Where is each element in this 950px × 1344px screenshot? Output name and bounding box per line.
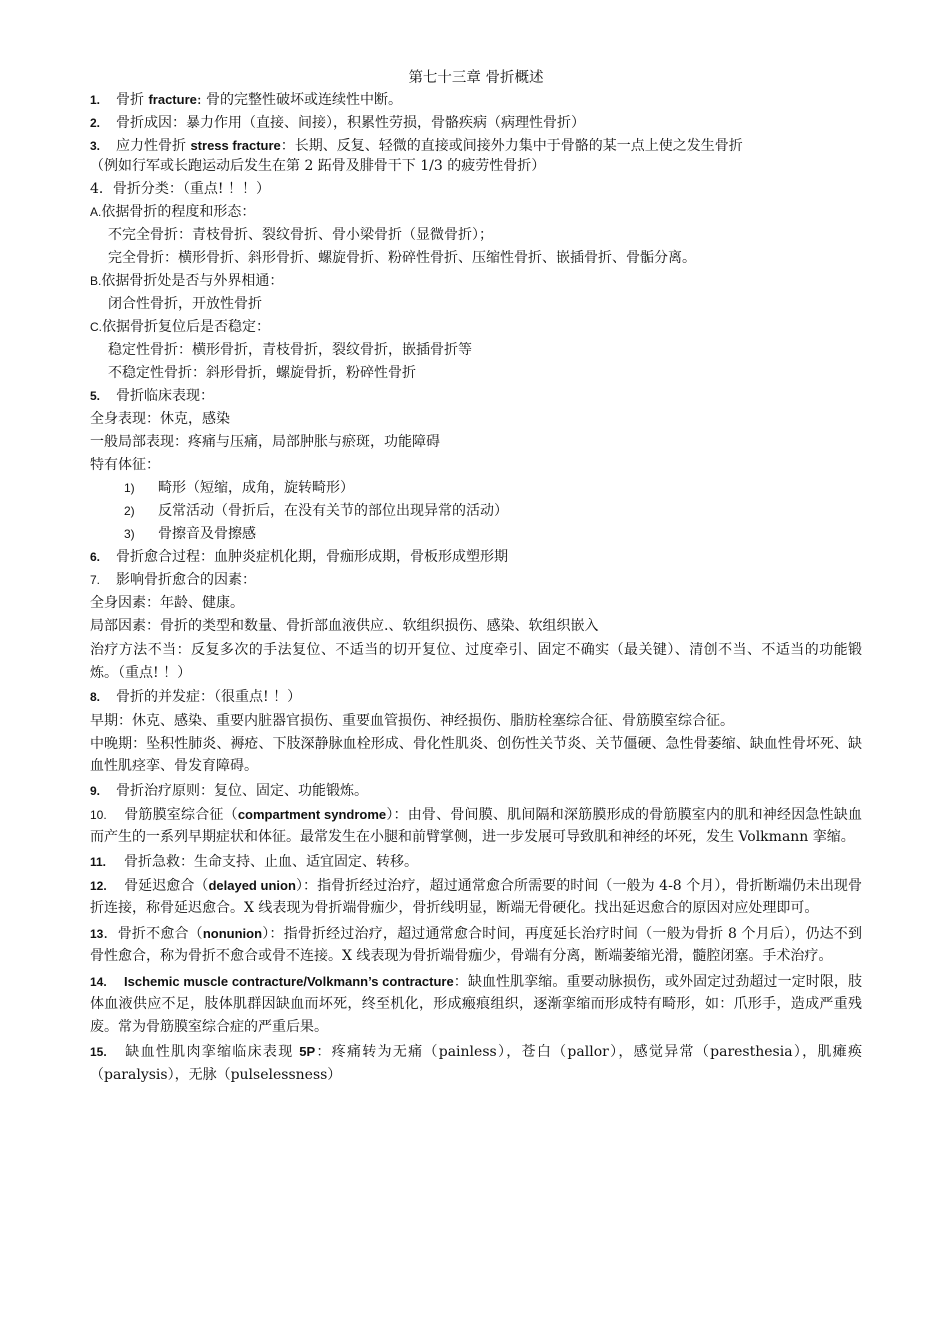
item-13: 13．骨折不愈合（nonunion）：指骨折经过治疗，超过通常愈合时间，再度延长治疗时间（一般为骨折 8 个月后），仍达不到骨性愈合，称为骨折不愈合或骨不连接。X 线表现为骨折端骨痂少，骨端有分离，断端萎缩光滑，髓腔闭塞。手术治疗。 xyxy=(90,925,862,964)
item-7-line3: 治疗方法不当：反复多次的手法复位、不适当的切开复位、过度牵引、固定不确实（最关键）、清创不当、不适当的功能锻炼。（重点! ！） xyxy=(90,642,862,681)
item-15: 15. 缺血性肌肉挛缩临床表现 5P：疼痛转为无痛（painless），苍白（pallor），感觉异常（paresthesia），肌瘫痪（paralysis），无脉（pulselessness） xyxy=(90,1044,862,1083)
page-title: 第七十三章 骨折概述 xyxy=(408,70,544,86)
list-item: 1) 畸形（短缩，成角，旋转畸形） xyxy=(124,480,354,496)
item-10: 10. 骨筋膜室综合征（compartment syndrome）：由骨、骨间膜、肌间隔和深筋膜形成的骨筋膜室内的肌和神经因急性缺血而产生的一系列早期症状和体征。最常发生在小腿和前臂掌侧，进一步发展可导致肌和神经的坏死，发生 Volkmann 挛缩。 xyxy=(90,806,863,845)
item-4c-line1: 稳定性骨折：横形骨折，青枝骨折，裂纹骨折，嵌插骨折等 xyxy=(108,342,472,358)
item-5-line2: 一般局部表现：疼痛与压痛，局部肿胀与瘀斑，功能障碍 xyxy=(90,434,440,450)
item-2: 2. 骨折成因：暴力作用（直接、间接），积累性劳损，骨骼疾病（病理性骨折） xyxy=(90,115,585,131)
item-5-line3: 特有体征： xyxy=(90,457,160,473)
item-7-line1: 全身因素：年龄、健康。 xyxy=(90,595,244,611)
item-4c-line2: 不稳定性骨折：斜形骨折，螺旋骨折，粉碎性骨折 xyxy=(108,365,416,381)
item-8-line1: 早期：休克、感染、重要内脏器官损伤、重要血管损伤、神经损伤、脂肪栓塞综合征、骨筋膜室综合征。 xyxy=(90,713,734,729)
item-1: 1. 骨折 fracture: 骨的完整性破坏或连续性中断。 xyxy=(90,92,403,108)
item-5-heading: 5. 骨折临床表现： xyxy=(90,388,214,404)
item-3: 3. 应力性骨折 stress fracture：长期、反复、轻微的直接或间接外力集中于骨骼的某一点上使之发生骨折 xyxy=(90,138,743,154)
item-6: 6. 骨折愈合过程：血肿炎症机化期，骨痂形成期，骨板形成塑形期 xyxy=(90,549,508,565)
item-8-heading: 8. 骨折的并发症：（很重点! ！） xyxy=(90,689,302,705)
item-7-heading: 7. 影响骨折愈合的因素： xyxy=(90,572,256,588)
item-4a-heading: A.依据骨折的程度和形态： xyxy=(90,204,256,220)
item-7-line2: 局部因素：骨折的类型和数量、骨折部血液供应.、软组织损伤、感染、软组织嵌入 xyxy=(90,618,599,634)
item-5-line1: 全身表现：休克，感染 xyxy=(90,411,230,427)
document-page xyxy=(90,68,862,1086)
item-4c-heading: C.依据骨折复位后是否稳定： xyxy=(90,319,270,335)
item-12: 12. 骨延迟愈合（delayed union）：指骨折经过治疗，超过通常愈合所需要的时间（一般为 4-8 个月），骨折断端仍未出现骨折连接，称骨延迟愈合。X 线表现为骨折端骨痂少，骨折线明显，断端无骨硬化。找出延迟愈合的原因对应处理即可。 xyxy=(90,877,862,916)
item-9: 9. 骨折治疗原则：复位、固定、功能锻炼。 xyxy=(90,782,368,799)
item-4a-line2: 完全骨折：横形骨折、斜形骨折、螺旋骨折、粉碎性骨折、压缩性骨折、嵌插骨折、骨骺分离。 xyxy=(108,250,696,266)
item-4b-heading: B.依据骨折处是否与外界相通： xyxy=(90,273,284,289)
item-4-heading: 4．骨折分类：（重点! ！！） xyxy=(90,181,270,197)
item-4a-line1: 不完全骨折：青枝骨折、裂纹骨折、骨小梁骨折（显微骨折）； xyxy=(108,227,493,243)
item-8-line2: 中晚期：坠积性肺炎、褥疮、下肢深静脉血栓形成、骨化性肌炎、创伤性关节炎、关节僵硬、急性骨萎缩、缺血性骨坏死、缺血性肌痉挛、骨发育障碍。 xyxy=(90,735,862,774)
list-item: 2) 反常活动（骨折后，在没有关节的部位出现异常的活动） xyxy=(124,503,508,519)
item-4b-line1: 闭合性骨折，开放性骨折 xyxy=(108,296,262,312)
list-item: 3) 骨擦音及骨擦感 xyxy=(124,526,256,542)
item-14: 14. Ischemic muscle contracture/Volkmann’s contracture：缺血性肌挛缩。重要动脉损伤，或外固定过劲超过一定时限，肢体血液供应不足，肢体肌群因缺血而坏死，终至机化，形成瘢痕组织，逐渐挛缩而形成特有畸形，如：爪形手，造成严重残废。常为骨筋膜室综合症的严重后果。 xyxy=(90,973,863,1035)
item-11: 11. 骨折急救：生命支持、止血、适宜固定、转移。 xyxy=(90,853,418,870)
item-3-cont: （例如行军或长跑运动后发生在第 2 跖骨及腓骨干下 1/3 的疲劳性骨折） xyxy=(90,158,546,174)
